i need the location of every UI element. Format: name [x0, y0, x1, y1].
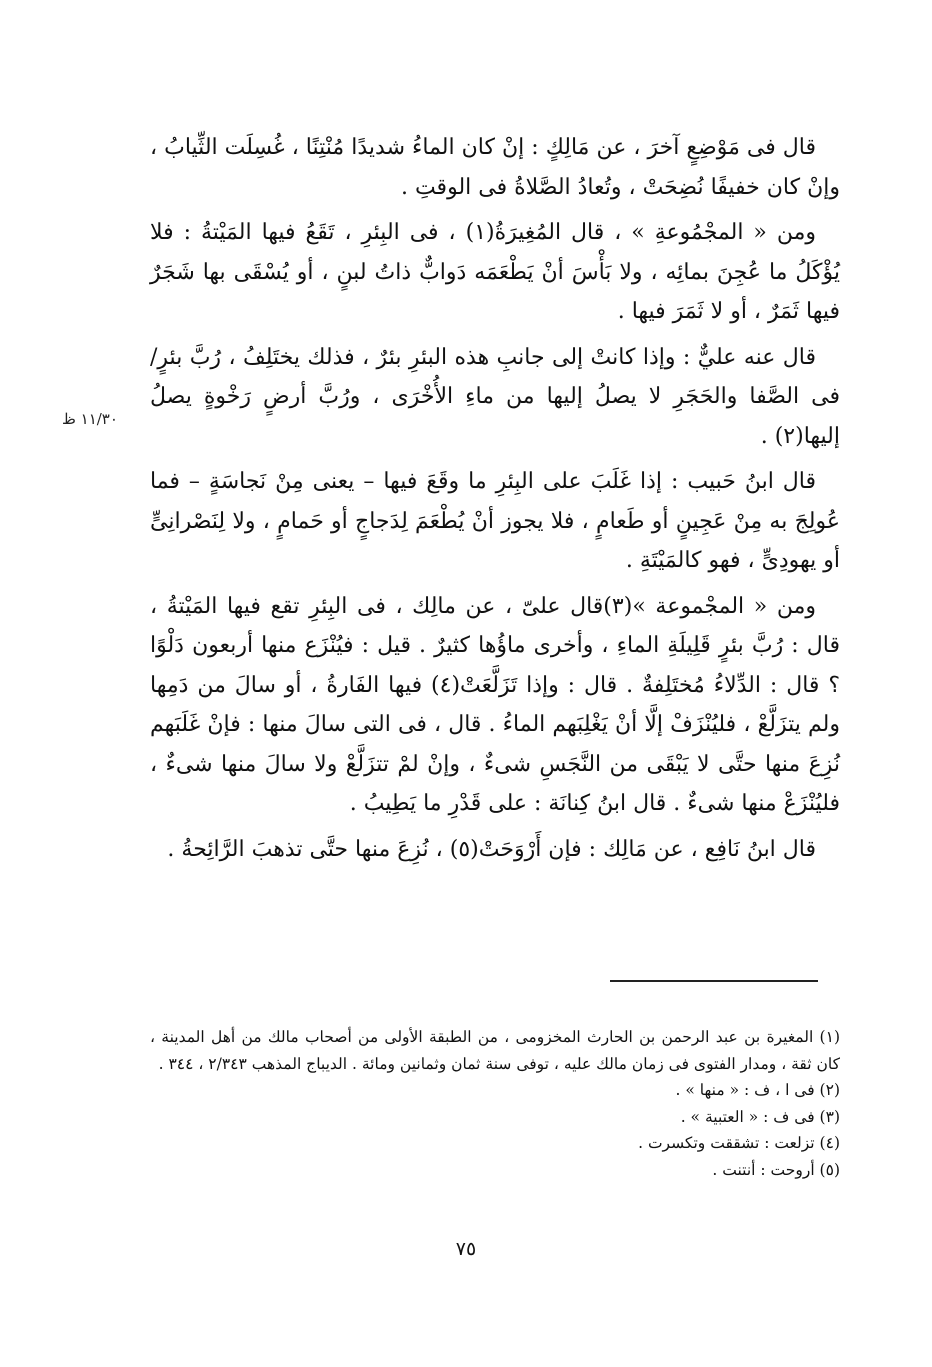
footnote: (٢) فى ا ، ف : « منها » .	[675, 1081, 840, 1099]
paragraph: ومن « المجْمُوعةِ » ، قال المُغِيرَةُ(١) ، فى البِئرِ ، تَقَعُ فيها المَيْتةُ : فلا يُؤْكَلُ ما عُجِنَ بمائِه ، ولا بَأْسَ أنْ يَطْعَمَه دَوابٌّ ذاتُ لبنٍ ، أو يُسْقَى بها شَجَرٌ فيها ثَمَرٌ ، أو لا ثَمَرَ فيها .	[150, 220, 840, 324]
footnote: (٤) تزلعت : تشققت وتكسرت .	[638, 1134, 840, 1152]
page-number: ٧٥	[455, 1238, 477, 1260]
manuscript-folio-note: ١١/٣٠ ظ	[62, 410, 118, 428]
footnote-separator	[610, 980, 818, 982]
footnote: (٣) فى ف : « العتبية » .	[680, 1107, 840, 1126]
footnotes	[150, 1024, 840, 1183]
paragraph: قال عنه عليٌّ : وإذا كانتْ إلى جانبِ هذه البئرِ بئرٌ ، فذلك يختَلِفُ ، رُبَّ بئرٍ/ فى الصَّفا والحَجَرِ لا يصلُ إليها من ماءِ الأُخْرَى ، ورُبَّ أرضٍ رَخْوةٍ يصلُ إليها(٢) .	[150, 344, 840, 449]
paragraph: ومن « المجْموعة »(٣)قال علىّ ، عن مالِك ، فى البِئرِ تقع فيها المَيْتةُ ، قال : رُبَّ بئرٍ قَلِيلَةِ الماءِ ، وأخرى ماؤُها كثيرٌ . قيل : فيُنْزَع منها أربعون دَلْوًا ؟ قال : الدِّلاءُ مُختَلِفةٌ . قال : وإذا تَزَلَّعَتْ(٤) فيها الفَارةُ ، أو سالَ من دَمِها ولم يتزَلَّعْ ، فليُنْزَفْ إلَّا أنْ يَغْلِبَهم الماءُ . قال ، فى التى سالَ منها : فإنْ غَلَبَهم نُزِعَ منها حتَّى لا يَبْقَى من النَّجَسِ شىءٌ ، وإنْ لمْ تتزَلَّعْ ولا سالَ منها شىءٌ ، فليُنْزَعْ منها شىءٌ . قال ابنُ كِنانَة : على قَدْرِ ما يَطِيبُ .	[150, 593, 840, 816]
paragraph: قال ابنُ نَافِع ، عن مَالِك : فإن أَرْوَحَتْ(٥) ، نُزِعَ منها حتَّى تذهبَ الرَّائِحةُ .	[167, 836, 816, 862]
paragraph: قال فى مَوْضِعٍ آخرَ ، عن مَالِكٍ : إنْ كان الماءُ شديدًا مُنْتِنًا ، غُسِلَت الثِّيابُ ، وإنْ كان خفيفًا نُضِحَتْ ، وتُعادُ الصَّلاةُ فى الوقتِ .	[150, 135, 840, 200]
footnote: (٥) أروحت : أنتنت .	[712, 1160, 840, 1179]
main-text	[150, 128, 840, 869]
footnote: (١) المغيرة بن عبد الرحمن بن الحارث المخزومى ، من الطبقة الأولى من أصحاب مالك من أهل المدينة ، كان ثقة ، ومدار الفتوى فى زمان مالك عليه ، توفى سنة ثمان وثمانين ومائة . الديباج المذهب ٢/٣٤٣ ، ٣٤٤ .	[150, 1028, 840, 1073]
paragraph: قال ابنُ حَبيب : إذا غَلَبَ على البِئرِ ما وقَعَ فيها – يعنى مِنْ نَجاسَةٍ – فما عُولِجَ به مِنْ عَجِينٍ أو طَعامٍ ، فلا يجوز أنْ يُطْعَمَ لِدَجاجٍ أو حَمامٍ ، ولا لِنَصْرانِىٍّ أو يهودِىٍّ ، فهو كالمَيْتَةِ .	[150, 469, 840, 573]
